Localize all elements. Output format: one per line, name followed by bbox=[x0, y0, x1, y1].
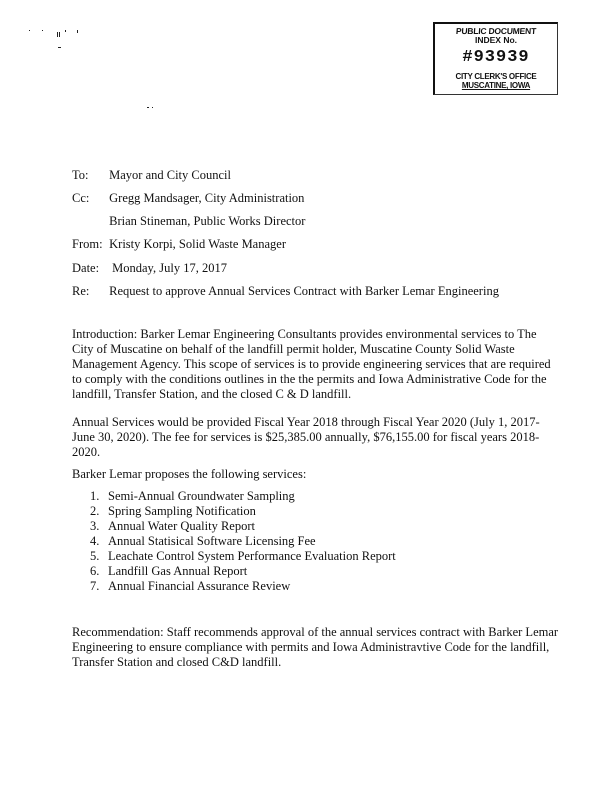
service-number: 6. bbox=[90, 564, 100, 578]
scan-speck bbox=[147, 107, 149, 108]
services-intro bbox=[72, 467, 552, 482]
to-label: To: bbox=[72, 168, 89, 182]
service-number: 3. bbox=[90, 519, 100, 533]
re-label: Re: bbox=[72, 284, 90, 298]
recommendation-line: Transfer Station and closed C&D landfill. bbox=[72, 655, 282, 669]
re-value: Request to approve Annual Services Contract with Barker Lemar Engineering bbox=[109, 284, 499, 298]
service-item bbox=[90, 549, 396, 564]
cc-label: Cc: bbox=[72, 191, 90, 205]
service-label: Spring Sampling Notification bbox=[108, 504, 256, 518]
recommendation-paragraph bbox=[72, 625, 559, 670]
service-item bbox=[90, 534, 396, 549]
introduction-line: Management Agency. This scope of services is to provide engineering services that are required bbox=[72, 357, 551, 371]
from-label: From: bbox=[72, 237, 103, 251]
service-number: 4. bbox=[90, 534, 100, 548]
memo-date-row bbox=[72, 261, 227, 275]
memo-re-row bbox=[72, 284, 499, 298]
cc-value-2: Brian Stineman, Public Works Director bbox=[109, 214, 306, 228]
service-item bbox=[90, 579, 396, 594]
public-document-stamp bbox=[433, 22, 558, 95]
service-label: Annual Water Quality Report bbox=[108, 519, 255, 533]
stamp-index-label: INDEX No. bbox=[474, 35, 518, 45]
annual-services-line: 2020. bbox=[72, 445, 101, 459]
annual-services-line: Annual Services would be provided Fiscal Year 2018 through Fiscal Year 2020 (July 1, 2017- bbox=[72, 415, 540, 429]
service-item bbox=[90, 504, 396, 519]
service-item bbox=[90, 564, 396, 579]
service-number: 7. bbox=[90, 579, 100, 593]
memo-cc-row-2 bbox=[72, 214, 305, 228]
scan-speck bbox=[152, 107, 153, 108]
service-item bbox=[90, 519, 396, 534]
service-label: Landfill Gas Annual Report bbox=[108, 564, 248, 578]
introduction-line: City of Muscatine on behalf of the landfill permit holder, Muscatine County Solid Waste bbox=[72, 342, 515, 356]
scan-speck bbox=[58, 47, 61, 48]
memo-to-row bbox=[72, 168, 231, 182]
service-label: Annual Financial Assurance Review bbox=[108, 579, 291, 593]
service-label: Annual Statisical Software Licensing Fee bbox=[108, 534, 316, 548]
scan-speck bbox=[59, 32, 60, 37]
introduction-line: Introduction: Barker Lemar Engineering Consultants provides environmental services to The bbox=[72, 327, 537, 341]
stamp-title: PUBLIC DOCUMENT bbox=[455, 26, 537, 36]
stamp-office: CITY CLERK'S OFFICE bbox=[455, 72, 537, 81]
stamp-location: MUSCATINE, IOWA bbox=[461, 81, 531, 90]
stamp-index-number: #93939 bbox=[462, 48, 530, 67]
recommendation-line: Recommendation: Staff recommends approval of the annual services contract with Barker Lemar bbox=[72, 625, 559, 639]
scan-speck bbox=[77, 30, 78, 33]
from-value: Kristy Korpi, Solid Waste Manager bbox=[109, 237, 286, 251]
introduction-line: landfill, Transfer Station, and the closed C & D landfill. bbox=[72, 387, 352, 401]
date-label: Date: bbox=[72, 261, 100, 275]
recommendation-line: Engineering to ensure compliance with permits and Iowa Administravtive Code for the landfill, bbox=[72, 640, 550, 654]
to-value: Mayor and City Council bbox=[109, 168, 231, 182]
scan-speck bbox=[29, 30, 30, 31]
memo-cc-row bbox=[72, 191, 304, 205]
service-item bbox=[90, 489, 396, 504]
services-intro-text: Barker Lemar proposes the following services: bbox=[72, 467, 307, 481]
scan-speck bbox=[42, 30, 43, 31]
introduction-line: to comply with the conditions outlines in the the permits and Iowa Administrative Code for the bbox=[72, 372, 547, 386]
annual-services-line: June 30, 2020). The fee for services is $25,385.00 annually, $76,155.00 for fiscal years 2018- bbox=[72, 430, 540, 444]
service-label: Leachate Control System Performance Evaluation Report bbox=[108, 549, 396, 563]
service-label: Semi-Annual Groundwater Sampling bbox=[108, 489, 295, 503]
date-value: Monday, July 17, 2017 bbox=[112, 261, 227, 275]
service-number: 1. bbox=[90, 489, 100, 503]
service-number: 2. bbox=[90, 504, 100, 518]
service-number: 5. bbox=[90, 549, 100, 563]
memo-from-row bbox=[72, 237, 286, 251]
introduction-paragraph bbox=[72, 327, 552, 402]
scan-speck bbox=[65, 30, 66, 32]
annual-services-paragraph bbox=[72, 415, 552, 460]
cc-value-1: Gregg Mandsager, City Administration bbox=[109, 191, 305, 205]
scan-speck bbox=[57, 32, 58, 37]
services-list bbox=[90, 489, 396, 594]
